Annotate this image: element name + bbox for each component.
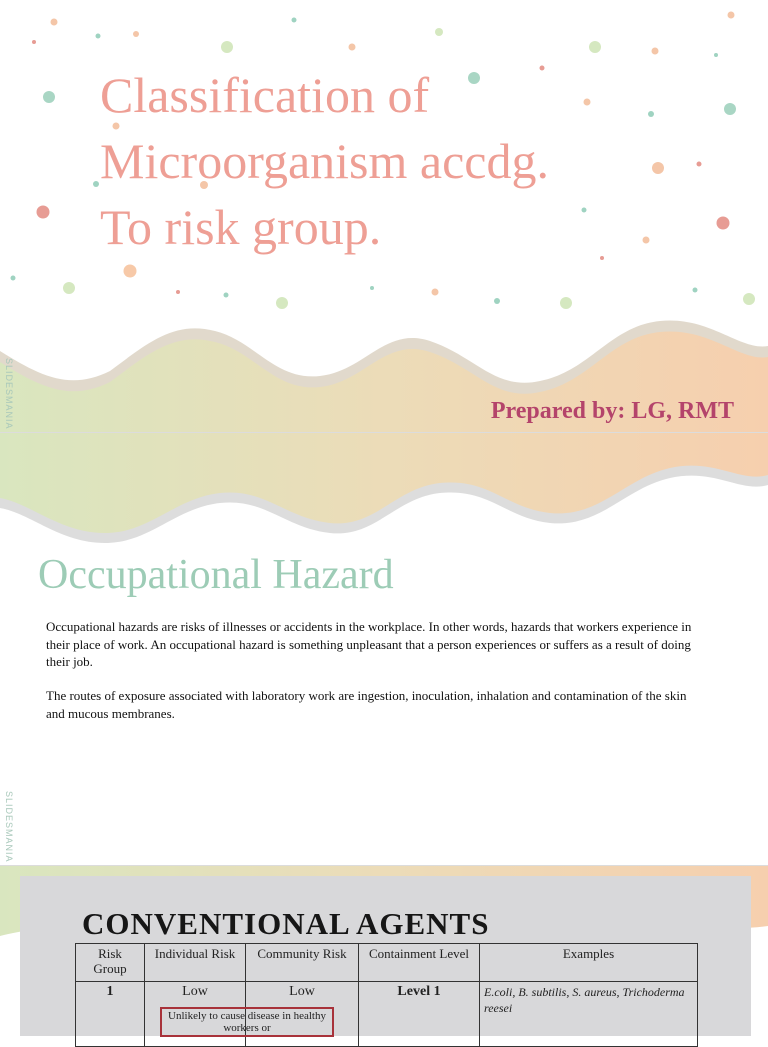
paragraph-definition: Occupational hazards are risks of illnesses or accidents in the workplace. In other words, hazards that workers experience in their place of work. An occupational hazard is something unpleasant that a person experiences or suffers as a result of doing their job. [46, 619, 692, 669]
cell-containment-level: Level 1 [359, 982, 480, 1047]
occupational-hazard-slide [0, 433, 768, 865]
watermark: SLIDESMANIA [4, 358, 14, 430]
header-individual-risk: Individual Risk [145, 944, 246, 982]
prepared-by: Prepared by: LG, RMT [490, 398, 734, 424]
slide-title: Occupational Hazard [38, 552, 394, 598]
cell-community-risk: Low [246, 982, 359, 1047]
table-image [20, 876, 751, 1036]
table-title: CONVENTIONAL AGENTS [82, 906, 490, 941]
header-community-risk: Community Risk [246, 944, 359, 982]
conventional-agents-slide [0, 866, 768, 1034]
top-wave [0, 433, 768, 553]
header-risk-group: Risk Group [76, 944, 145, 982]
cell-examples: E.coli, B. subtilis, S. aureus, Trichoderma reesei [480, 982, 698, 1047]
header-examples: Examples [480, 944, 698, 982]
cell-individual-risk: Low [145, 982, 246, 1047]
annotation-box: Unlikely to cause disease in healthy workers or [160, 1007, 334, 1037]
header-containment-level: Containment Level [359, 944, 480, 982]
watermark: SLIDESMANIA [4, 791, 14, 863]
title-slide [0, 0, 768, 432]
cell-risk-group: 1 [76, 982, 145, 1047]
table-header-row [76, 944, 698, 982]
title-line-2: Microorganism accdg. [100, 133, 549, 189]
paragraph-routes: The routes of exposure associated with laboratory work are ingestion, inoculation, inhalation and contamination of the skin and mucous membranes. [46, 688, 687, 721]
title-line-1: Classification of [100, 67, 430, 123]
title-line-3: To risk group. [100, 199, 382, 255]
slide-title [100, 62, 660, 260]
